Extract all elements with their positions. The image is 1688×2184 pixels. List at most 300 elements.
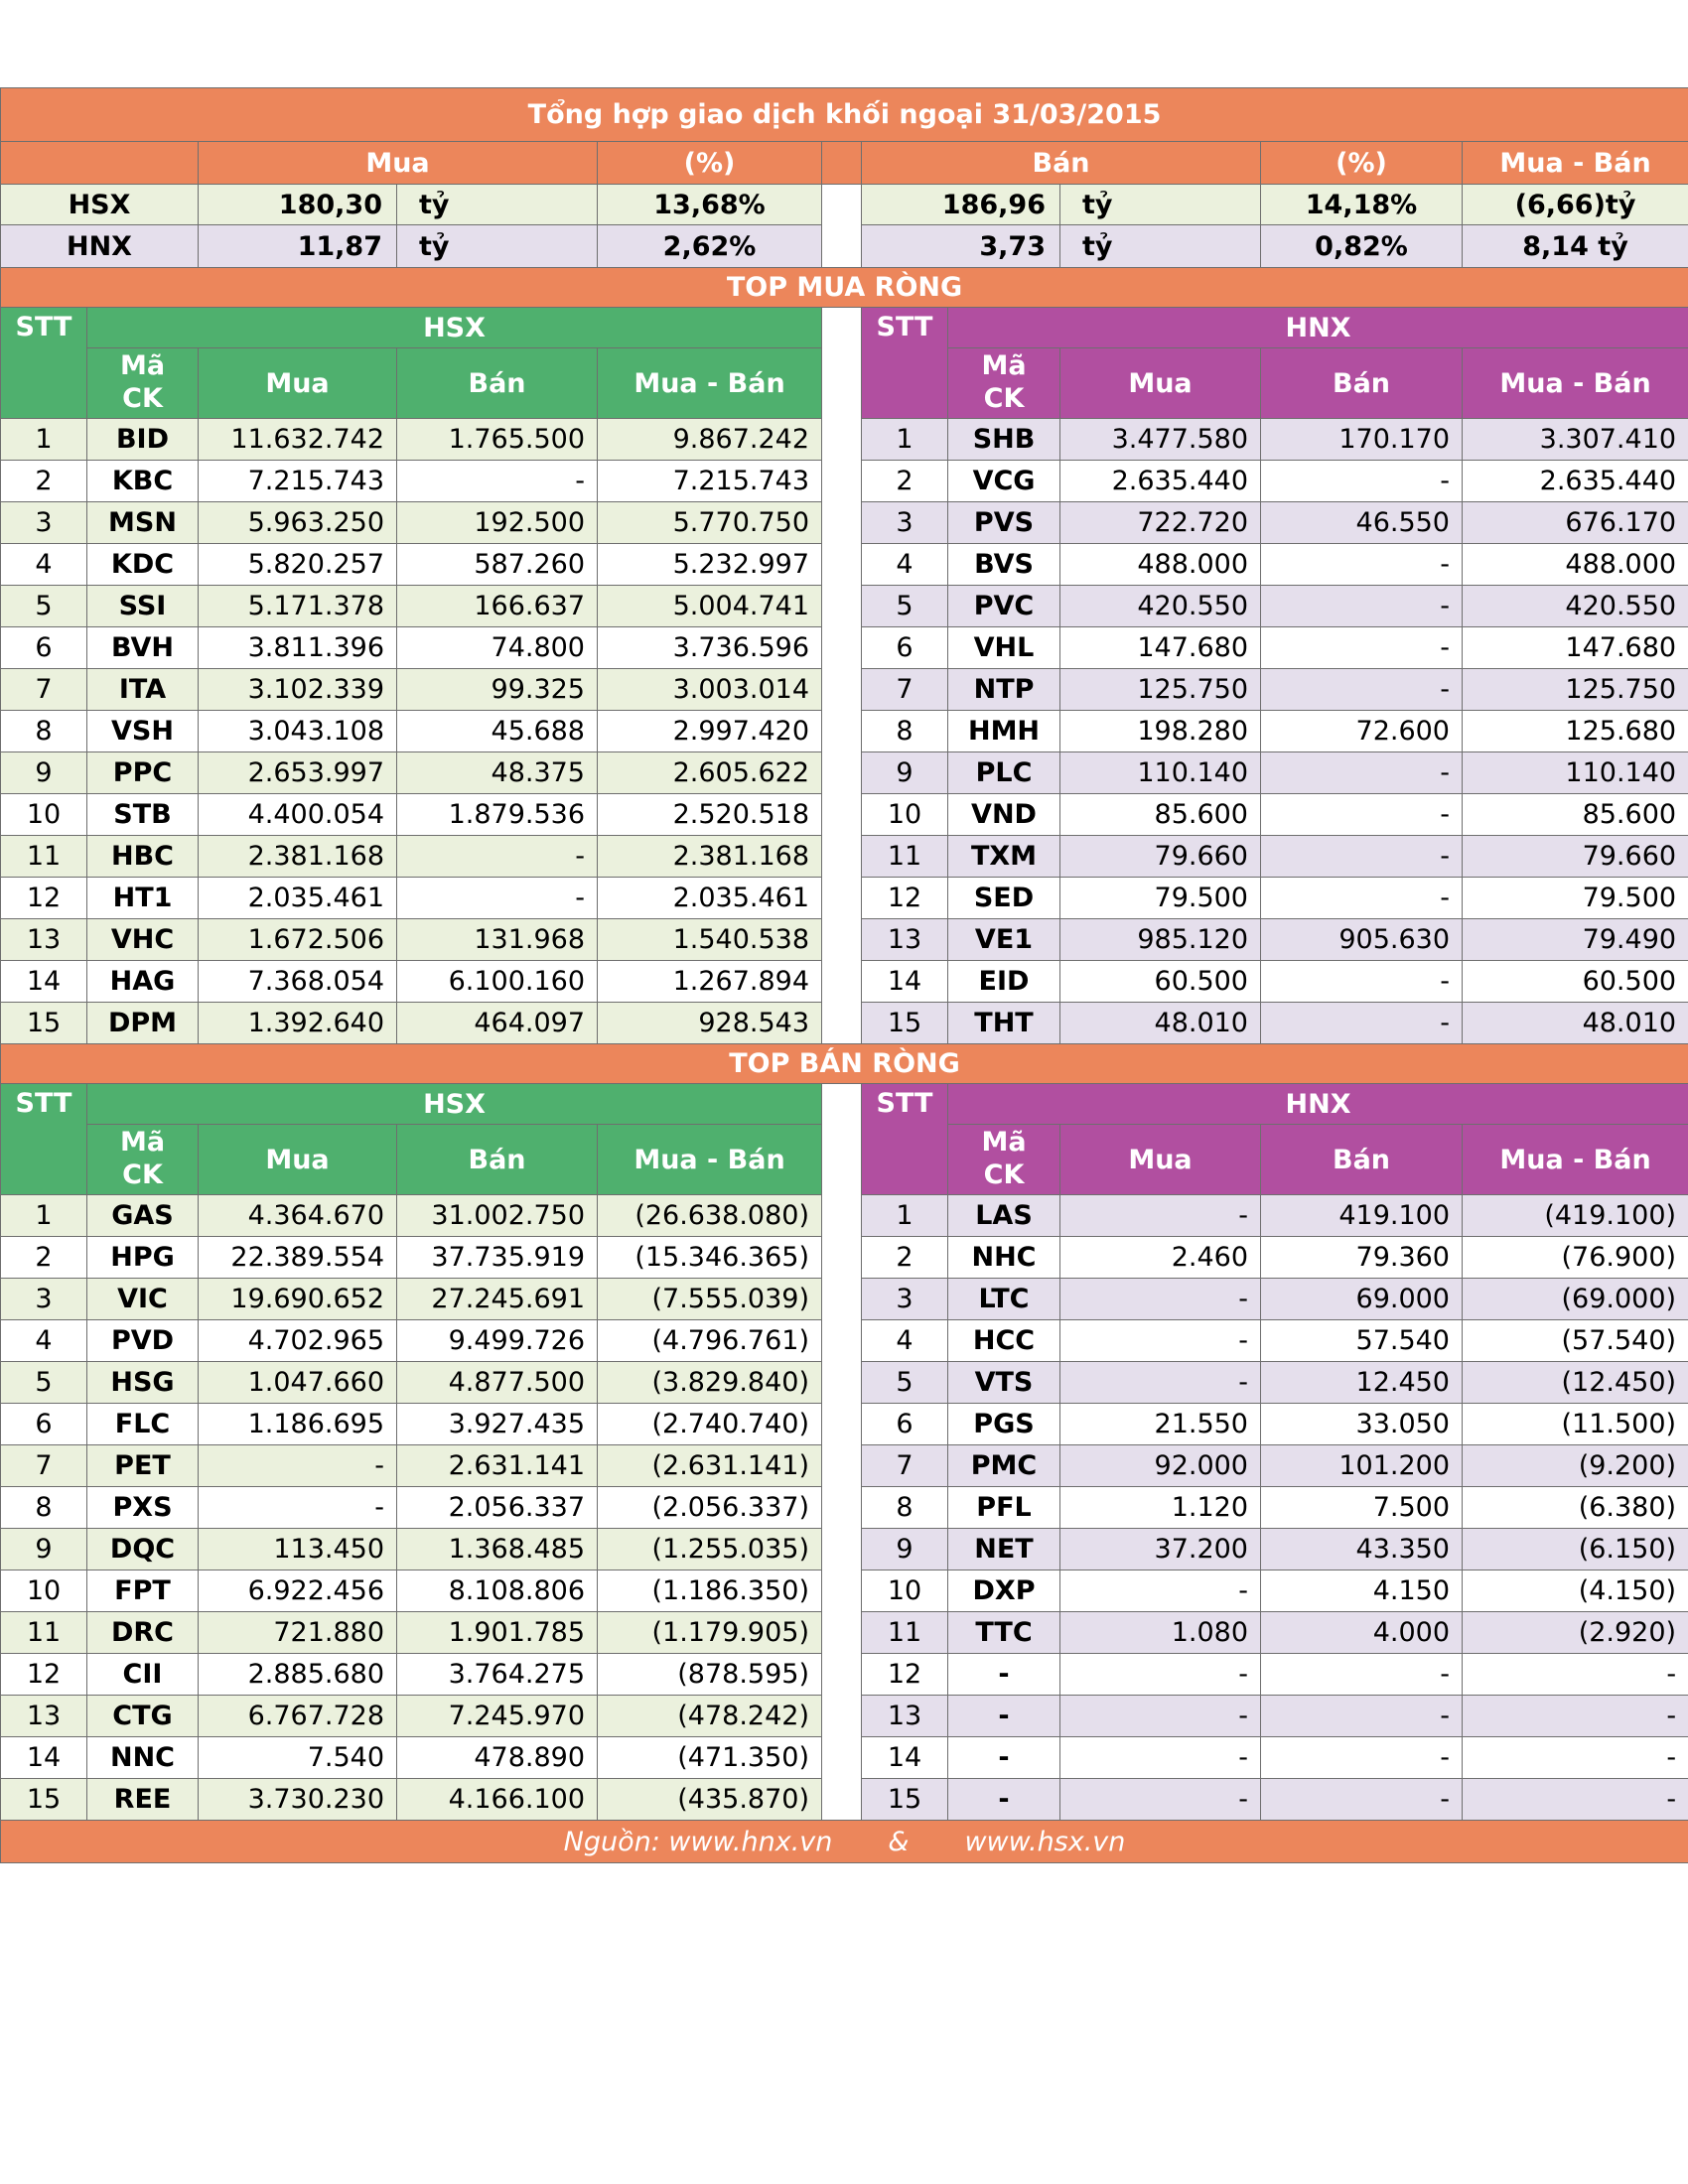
row-stt: 5 [862, 1362, 948, 1404]
stock-code: - [948, 1737, 1060, 1779]
net-value: 5.232.997 [598, 544, 822, 586]
net-value: 147.680 [1463, 627, 1688, 669]
table-row [1, 1654, 1688, 1696]
stock-code: VHC [87, 919, 199, 961]
stock-code: PET [87, 1445, 199, 1487]
row-stt: 14 [1, 961, 87, 1003]
sell-value: 478.890 [397, 1737, 598, 1779]
row-stt: 1 [862, 1195, 948, 1237]
net-value: (9.200) [1463, 1445, 1688, 1487]
row-stt: 9 [862, 1529, 948, 1570]
stock-code: BVH [87, 627, 199, 669]
sell-value: 74.800 [397, 627, 598, 669]
row-stt: 7 [1, 669, 87, 711]
row-stt: 11 [862, 836, 948, 878]
buy-value: 21.550 [1060, 1404, 1261, 1445]
top-sell-title: TOP BÁN RÒNG [1, 1044, 1688, 1084]
table-row [1, 1570, 1688, 1612]
net-value: 2.381.168 [598, 836, 822, 878]
sell-value: 37.735.919 [397, 1237, 598, 1279]
stock-code: PVD [87, 1320, 199, 1362]
sell-value: - [397, 878, 598, 919]
col-net-header: Mua - Bán [1463, 348, 1688, 419]
col-stt-header: STT [862, 308, 948, 419]
hnx-label: HNX [948, 308, 1688, 348]
row-stt: 4 [1, 544, 87, 586]
row-stt: 7 [1, 1445, 87, 1487]
net-value: 676.170 [1463, 502, 1688, 544]
row-stt: 12 [862, 1654, 948, 1696]
col-ma-header: Mã CK [948, 1125, 1060, 1195]
row-stt: 4 [862, 1320, 948, 1362]
row-stt: 2 [1, 1237, 87, 1279]
net-value: (15.346.365) [598, 1237, 822, 1279]
source-amp: & [888, 1826, 910, 1857]
stock-code: LAS [948, 1195, 1060, 1237]
table-row [1, 711, 1688, 752]
buy-value: 7.368.054 [199, 961, 397, 1003]
buy-value: 2.381.168 [199, 836, 397, 878]
col-net-header: Mua - Bán [598, 1125, 822, 1195]
net-value: (1.186.350) [598, 1570, 822, 1612]
summary-ban-unit: tỷ [1060, 185, 1261, 225]
summary-header-mua: Mua [199, 142, 598, 185]
net-value: (2.631.141) [598, 1445, 822, 1487]
stock-code: VE1 [948, 919, 1060, 961]
row-stt: 1 [1, 1195, 87, 1237]
sell-value: 3.927.435 [397, 1404, 598, 1445]
table-row [1, 1445, 1688, 1487]
col-net-header: Mua - Bán [1463, 1125, 1688, 1195]
net-value: 488.000 [1463, 544, 1688, 586]
top-buy-header-row-1 [1, 308, 1688, 348]
hsx-label: HSX [87, 308, 822, 348]
summary-header-pct-ban: (%) [1261, 142, 1463, 185]
col-ban-header: Bán [1261, 348, 1463, 419]
sell-value: 33.050 [1261, 1404, 1463, 1445]
net-value: 48.010 [1463, 1003, 1688, 1044]
row-stt: 12 [862, 878, 948, 919]
sell-value: 905.630 [1261, 919, 1463, 961]
table-row [1, 586, 1688, 627]
buy-value: 2.635.440 [1060, 461, 1261, 502]
table-row [1, 836, 1688, 878]
col-stt-header: STT [1, 308, 87, 419]
stock-code: NHC [948, 1237, 1060, 1279]
stock-code: BID [87, 419, 199, 461]
summary-mua-value: 11,87 [199, 225, 397, 268]
table-row [1, 1237, 1688, 1279]
buy-value: 5.963.250 [199, 502, 397, 544]
buy-value: 48.010 [1060, 1003, 1261, 1044]
buy-value: 85.600 [1060, 794, 1261, 836]
stock-code: HAG [87, 961, 199, 1003]
buy-value: 79.660 [1060, 836, 1261, 878]
sell-value: 99.325 [397, 669, 598, 711]
buy-value: 1.392.640 [199, 1003, 397, 1044]
sell-value: - [1261, 961, 1463, 1003]
table-row [1, 544, 1688, 586]
net-value: 2.997.420 [598, 711, 822, 752]
summary-pct-ban: 0,82% [1261, 225, 1463, 268]
buy-value: 7.540 [199, 1737, 397, 1779]
buy-value: - [199, 1445, 397, 1487]
source-footer [1, 1821, 1688, 1863]
stock-code: HPG [87, 1237, 199, 1279]
net-value: (478.242) [598, 1696, 822, 1737]
stock-code: PGS [948, 1404, 1060, 1445]
summary-header-mua-ban: Mua - Bán [1463, 142, 1688, 185]
sell-value: - [1261, 794, 1463, 836]
row-stt: 7 [862, 1445, 948, 1487]
table-row [1, 878, 1688, 919]
row-stt: 10 [1, 794, 87, 836]
sell-value: 7.245.970 [397, 1696, 598, 1737]
stock-code: - [948, 1696, 1060, 1737]
sell-value: - [1261, 752, 1463, 794]
stock-code: FPT [87, 1570, 199, 1612]
net-value: 2.520.518 [598, 794, 822, 836]
row-stt: 14 [862, 961, 948, 1003]
table-row [1, 1529, 1688, 1570]
stock-code: PVS [948, 502, 1060, 544]
stock-code: KDC [87, 544, 199, 586]
row-stt: 6 [1, 627, 87, 669]
table-row [1, 1779, 1688, 1821]
table-row [1, 961, 1688, 1003]
buy-value: 4.400.054 [199, 794, 397, 836]
sell-value: - [1261, 586, 1463, 627]
stock-code: VCG [948, 461, 1060, 502]
table-row [1, 627, 1688, 669]
row-stt: 5 [862, 586, 948, 627]
buy-value: - [1060, 1362, 1261, 1404]
stock-code: HBC [87, 836, 199, 878]
summary-mua-value: 180,30 [199, 185, 397, 225]
stock-code: NTP [948, 669, 1060, 711]
net-value: 2.605.622 [598, 752, 822, 794]
stock-code: ITA [87, 669, 199, 711]
sell-value: 72.600 [1261, 711, 1463, 752]
sell-value: - [1261, 544, 1463, 586]
sell-value: - [397, 836, 598, 878]
col-mua-header: Mua [199, 1125, 397, 1195]
buy-value: 11.632.742 [199, 419, 397, 461]
stock-code: SHB [948, 419, 1060, 461]
stock-code: MSN [87, 502, 199, 544]
buy-value: 3.102.339 [199, 669, 397, 711]
net-value: (4.796.761) [598, 1320, 822, 1362]
buy-value: 113.450 [199, 1529, 397, 1570]
summary-pct-mua: 13,68% [598, 185, 822, 225]
buy-value: - [1060, 1195, 1261, 1237]
row-stt: 14 [1, 1737, 87, 1779]
col-ma-header: Mã CK [87, 348, 199, 419]
net-value: 125.750 [1463, 669, 1688, 711]
hnx-label: HNX [948, 1084, 1688, 1125]
net-value: (471.350) [598, 1737, 822, 1779]
row-stt: 12 [1, 878, 87, 919]
net-value: 1.540.538 [598, 919, 822, 961]
row-stt: 15 [862, 1779, 948, 1821]
stock-code: GAS [87, 1195, 199, 1237]
net-value: 79.490 [1463, 919, 1688, 961]
buy-value: 5.820.257 [199, 544, 397, 586]
summary-mua-unit: tỷ [397, 225, 598, 268]
summary-ban-value: 3,73 [862, 225, 1060, 268]
buy-value: 110.140 [1060, 752, 1261, 794]
table-row [1, 1003, 1688, 1044]
stock-code: PVC [948, 586, 1060, 627]
buy-value: 1.672.506 [199, 919, 397, 961]
row-stt: 10 [862, 1570, 948, 1612]
row-stt: 8 [862, 711, 948, 752]
stock-code: VND [948, 794, 1060, 836]
sell-value: - [1261, 669, 1463, 711]
net-value: 125.680 [1463, 711, 1688, 752]
buy-value: 37.200 [1060, 1529, 1261, 1570]
row-stt: 11 [862, 1612, 948, 1654]
stock-code: FLC [87, 1404, 199, 1445]
sell-value: - [1261, 461, 1463, 502]
sell-value: - [1261, 1696, 1463, 1737]
buy-value: 1.080 [1060, 1612, 1261, 1654]
row-stt: 7 [862, 669, 948, 711]
sell-value: 43.350 [1261, 1529, 1463, 1570]
sell-value: - [397, 461, 598, 502]
row-stt: 4 [1, 1320, 87, 1362]
buy-value: 721.880 [199, 1612, 397, 1654]
sell-value: 1.879.536 [397, 794, 598, 836]
buy-value: - [1060, 1696, 1261, 1737]
summary-exchange: HSX [1, 185, 199, 225]
buy-value: - [199, 1487, 397, 1529]
source-hnx: Nguồn: www.hnx.vn [563, 1826, 833, 1857]
net-value: 7.215.743 [598, 461, 822, 502]
summary-title: Tổng hợp giao dịch khối ngoại 31/03/2015 [1, 88, 1688, 142]
stock-code: SSI [87, 586, 199, 627]
stock-code: SED [948, 878, 1060, 919]
row-stt: 14 [862, 1737, 948, 1779]
stock-code: EID [948, 961, 1060, 1003]
table-row [1, 794, 1688, 836]
net-value: - [1463, 1696, 1688, 1737]
buy-value: 19.690.652 [199, 1279, 397, 1320]
buy-value: 92.000 [1060, 1445, 1261, 1487]
stock-code: BVS [948, 544, 1060, 586]
stock-code: HCC [948, 1320, 1060, 1362]
stock-code: PMC [948, 1445, 1060, 1487]
summary-ban-value: 186,96 [862, 185, 1060, 225]
net-value: (419.100) [1463, 1195, 1688, 1237]
net-value: 79.660 [1463, 836, 1688, 878]
stock-code: KBC [87, 461, 199, 502]
row-stt: 2 [1, 461, 87, 502]
row-stt: 13 [1, 919, 87, 961]
row-stt: 2 [862, 1237, 948, 1279]
summary-header-pct-mua: (%) [598, 142, 822, 185]
top-buy-title-row [1, 268, 1688, 308]
buy-value: 125.750 [1060, 669, 1261, 711]
stock-code: DPM [87, 1003, 199, 1044]
buy-value: 3.477.580 [1060, 419, 1261, 461]
sell-value: 48.375 [397, 752, 598, 794]
buy-value: 3.811.396 [199, 627, 397, 669]
sell-value: 31.002.750 [397, 1195, 598, 1237]
sell-value: 464.097 [397, 1003, 598, 1044]
buy-value: 198.280 [1060, 711, 1261, 752]
buy-value: 2.885.680 [199, 1654, 397, 1696]
net-value: (7.555.039) [598, 1279, 822, 1320]
row-stt: 6 [862, 627, 948, 669]
row-stt: 9 [862, 752, 948, 794]
stock-code: DXP [948, 1570, 1060, 1612]
col-ban-header: Bán [397, 1125, 598, 1195]
net-value: - [1463, 1737, 1688, 1779]
table-row [1, 1737, 1688, 1779]
table-row [1, 1279, 1688, 1320]
buy-value: 2.460 [1060, 1237, 1261, 1279]
col-net-header: Mua - Bán [598, 348, 822, 419]
buy-value: 1.186.695 [199, 1404, 397, 1445]
row-stt: 13 [1, 1696, 87, 1737]
source-hsx: www.hsx.vn [964, 1826, 1126, 1857]
sell-value: 587.260 [397, 544, 598, 586]
summary-mua-ban: (6,66)tỷ [1463, 185, 1688, 225]
row-stt: 9 [1, 1529, 87, 1570]
net-value: (69.000) [1463, 1279, 1688, 1320]
footer-row [1, 1821, 1688, 1863]
row-stt: 3 [862, 1279, 948, 1320]
row-stt: 10 [862, 794, 948, 836]
sell-value: 7.500 [1261, 1487, 1463, 1529]
net-value: 3.736.596 [598, 627, 822, 669]
stock-code: PLC [948, 752, 1060, 794]
row-stt: 3 [862, 502, 948, 544]
col-mua-header: Mua [199, 348, 397, 419]
sell-value: - [1261, 836, 1463, 878]
table-row [1, 1696, 1688, 1737]
sell-value: 27.245.691 [397, 1279, 598, 1320]
buy-value: - [1060, 1654, 1261, 1696]
buy-value: 488.000 [1060, 544, 1261, 586]
buy-value: - [1060, 1737, 1261, 1779]
net-value: (435.870) [598, 1779, 822, 1821]
net-value: 3.003.014 [598, 669, 822, 711]
sell-value: 57.540 [1261, 1320, 1463, 1362]
table-row [1, 419, 1688, 461]
buy-value: 2.653.997 [199, 752, 397, 794]
sell-value: 419.100 [1261, 1195, 1463, 1237]
net-value: 2.035.461 [598, 878, 822, 919]
sell-value: 2.056.337 [397, 1487, 598, 1529]
row-stt: 13 [862, 1696, 948, 1737]
sell-value: 4.150 [1261, 1570, 1463, 1612]
row-stt: 6 [862, 1404, 948, 1445]
col-ma-header: Mã CK [87, 1125, 199, 1195]
net-value: 2.635.440 [1463, 461, 1688, 502]
sell-value: - [1261, 878, 1463, 919]
summary-mua-unit: tỷ [397, 185, 598, 225]
buy-value: 4.364.670 [199, 1195, 397, 1237]
net-value: 85.600 [1463, 794, 1688, 836]
stock-code: CTG [87, 1696, 199, 1737]
main-table [0, 87, 1688, 1863]
sell-value: 9.499.726 [397, 1320, 598, 1362]
sell-value: 12.450 [1261, 1362, 1463, 1404]
stock-code: VSH [87, 711, 199, 752]
row-stt: 15 [1, 1779, 87, 1821]
table-row [1, 919, 1688, 961]
buy-value: 6.922.456 [199, 1570, 397, 1612]
table-row [1, 461, 1688, 502]
summary-title-row [1, 88, 1688, 142]
sell-value: - [1261, 1779, 1463, 1821]
sell-value: 101.200 [1261, 1445, 1463, 1487]
summary-row-hnx [1, 225, 1688, 268]
net-value: (2.920) [1463, 1612, 1688, 1654]
net-value: (6.150) [1463, 1529, 1688, 1570]
buy-value: 3.043.108 [199, 711, 397, 752]
table-row [1, 752, 1688, 794]
row-stt: 12 [1, 1654, 87, 1696]
sell-value: 79.360 [1261, 1237, 1463, 1279]
col-mua-header: Mua [1060, 348, 1261, 419]
summary-header-ban: Bán [862, 142, 1261, 185]
sell-value: 4.877.500 [397, 1362, 598, 1404]
stock-code: NNC [87, 1737, 199, 1779]
net-value: 420.550 [1463, 586, 1688, 627]
sell-value: 166.637 [397, 586, 598, 627]
summary-mua-ban: 8,14 tỷ [1463, 225, 1688, 268]
top-buy-title: TOP MUA RÒNG [1, 268, 1688, 308]
net-value: (6.380) [1463, 1487, 1688, 1529]
buy-value: 1.047.660 [199, 1362, 397, 1404]
top-buy-rows [1, 419, 1688, 1044]
sell-value: 4.000 [1261, 1612, 1463, 1654]
net-value: (4.150) [1463, 1570, 1688, 1612]
net-value: (2.056.337) [598, 1487, 822, 1529]
row-stt: 9 [1, 752, 87, 794]
row-stt: 8 [1, 1487, 87, 1529]
row-stt: 3 [1, 502, 87, 544]
sell-value: 45.688 [397, 711, 598, 752]
buy-value: 22.389.554 [199, 1237, 397, 1279]
sell-value: 131.968 [397, 919, 598, 961]
row-stt: 11 [1, 836, 87, 878]
summary-pct-ban: 14,18% [1261, 185, 1463, 225]
buy-value: 60.500 [1060, 961, 1261, 1003]
row-stt: 1 [1, 419, 87, 461]
row-stt: 15 [862, 1003, 948, 1044]
hsx-label: HSX [87, 1084, 822, 1125]
net-value: 5.004.741 [598, 586, 822, 627]
stock-code: DQC [87, 1529, 199, 1570]
buy-value: 147.680 [1060, 627, 1261, 669]
row-stt: 10 [1, 1570, 87, 1612]
net-value: - [1463, 1654, 1688, 1696]
stock-code: HT1 [87, 878, 199, 919]
summary-header-row [1, 142, 1688, 185]
buy-value: - [1060, 1570, 1261, 1612]
stock-code: VTS [948, 1362, 1060, 1404]
buy-value: 985.120 [1060, 919, 1261, 961]
stock-code: CII [87, 1654, 199, 1696]
col-stt-header: STT [862, 1084, 948, 1195]
net-value: (1.255.035) [598, 1529, 822, 1570]
summary-exchange: HNX [1, 225, 199, 268]
row-stt: 8 [862, 1487, 948, 1529]
